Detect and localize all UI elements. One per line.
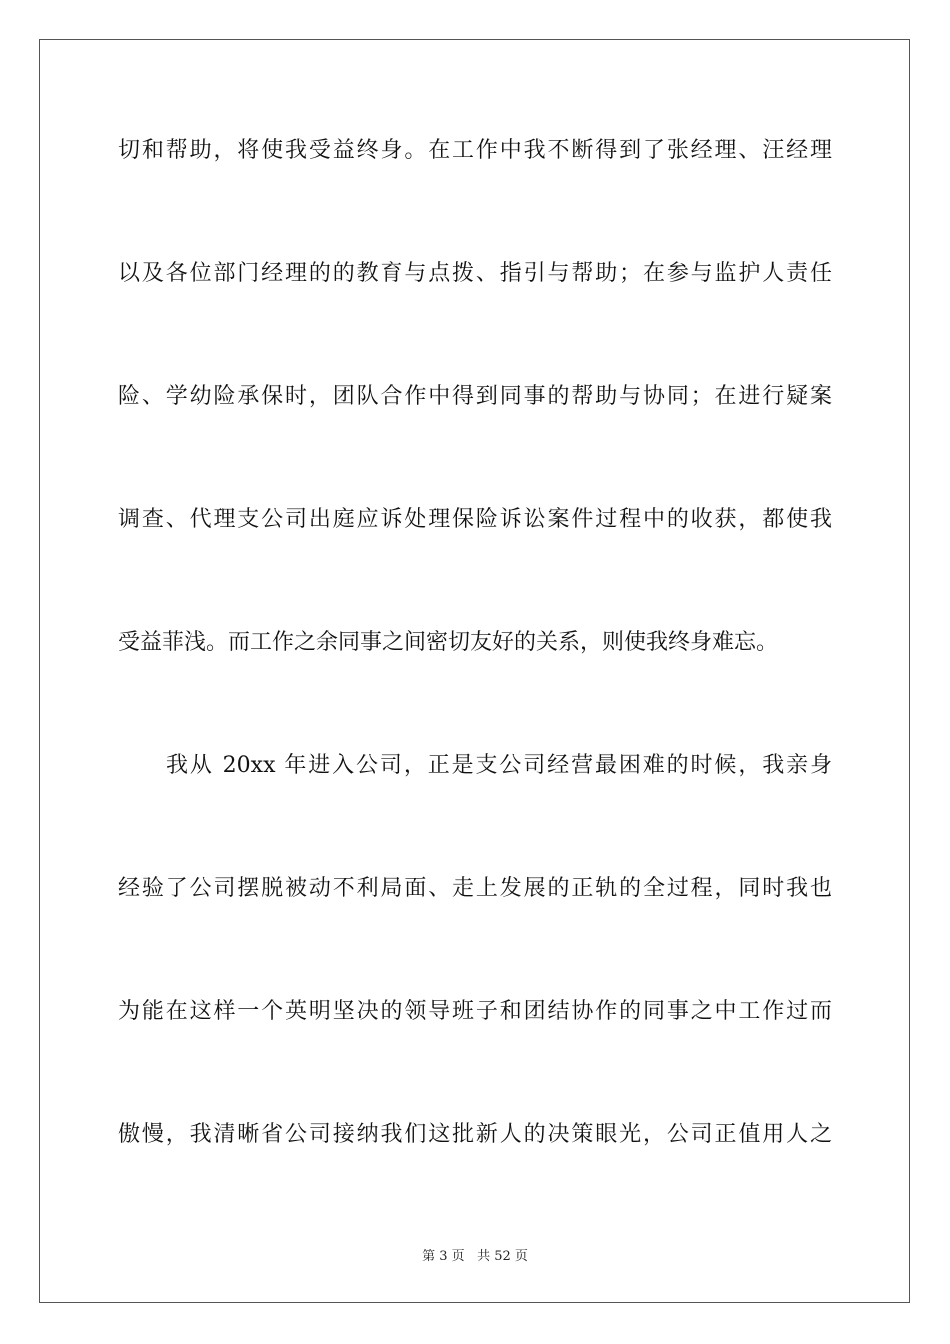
paragraph-line-8: 为能在这样一个英明坚决的领导班子和团结协作的同事之中工作过而 xyxy=(118,999,832,1024)
paragraph-line-1: 切和帮助，将使我受益终身。在工作中我不断得到了张经理、汪经理 xyxy=(118,138,832,163)
paragraph-line-3: 险、学幼险承保时，团队合作中得到同事的帮助与协同；在进行疑案 xyxy=(118,384,832,409)
paragraph-line-6: 我从 20xx 年进入公司，正是支公司经营最困难的时候，我亲身 xyxy=(166,753,832,778)
page-footer xyxy=(0,1248,950,1266)
paragraph-line-4: 调查、代理支公司出庭应诉处理保险诉讼案件过程中的收获，都使我 xyxy=(118,507,832,532)
paragraph-line-9: 傲慢，我清晰省公司接纳我们这批新人的决策眼光，公司正值用人之 xyxy=(118,1122,832,1147)
paragraph-line-2: 以及各位部门经理的的教育与点拨、指引与帮助；在参与监护人责任 xyxy=(118,261,832,286)
paragraph-line-5: 受益菲浅。而工作之余同事之间密切友好的关系，则使我终身难忘。 xyxy=(118,630,779,655)
page-number: 第 3 页 xyxy=(422,1249,465,1264)
total-pages: 共 52 页 xyxy=(477,1249,528,1264)
paragraph-line-7: 经验了公司摆脱被动不利局面、走上发展的正轨的全过程，同时我也 xyxy=(118,876,832,901)
page-border xyxy=(39,39,910,1303)
